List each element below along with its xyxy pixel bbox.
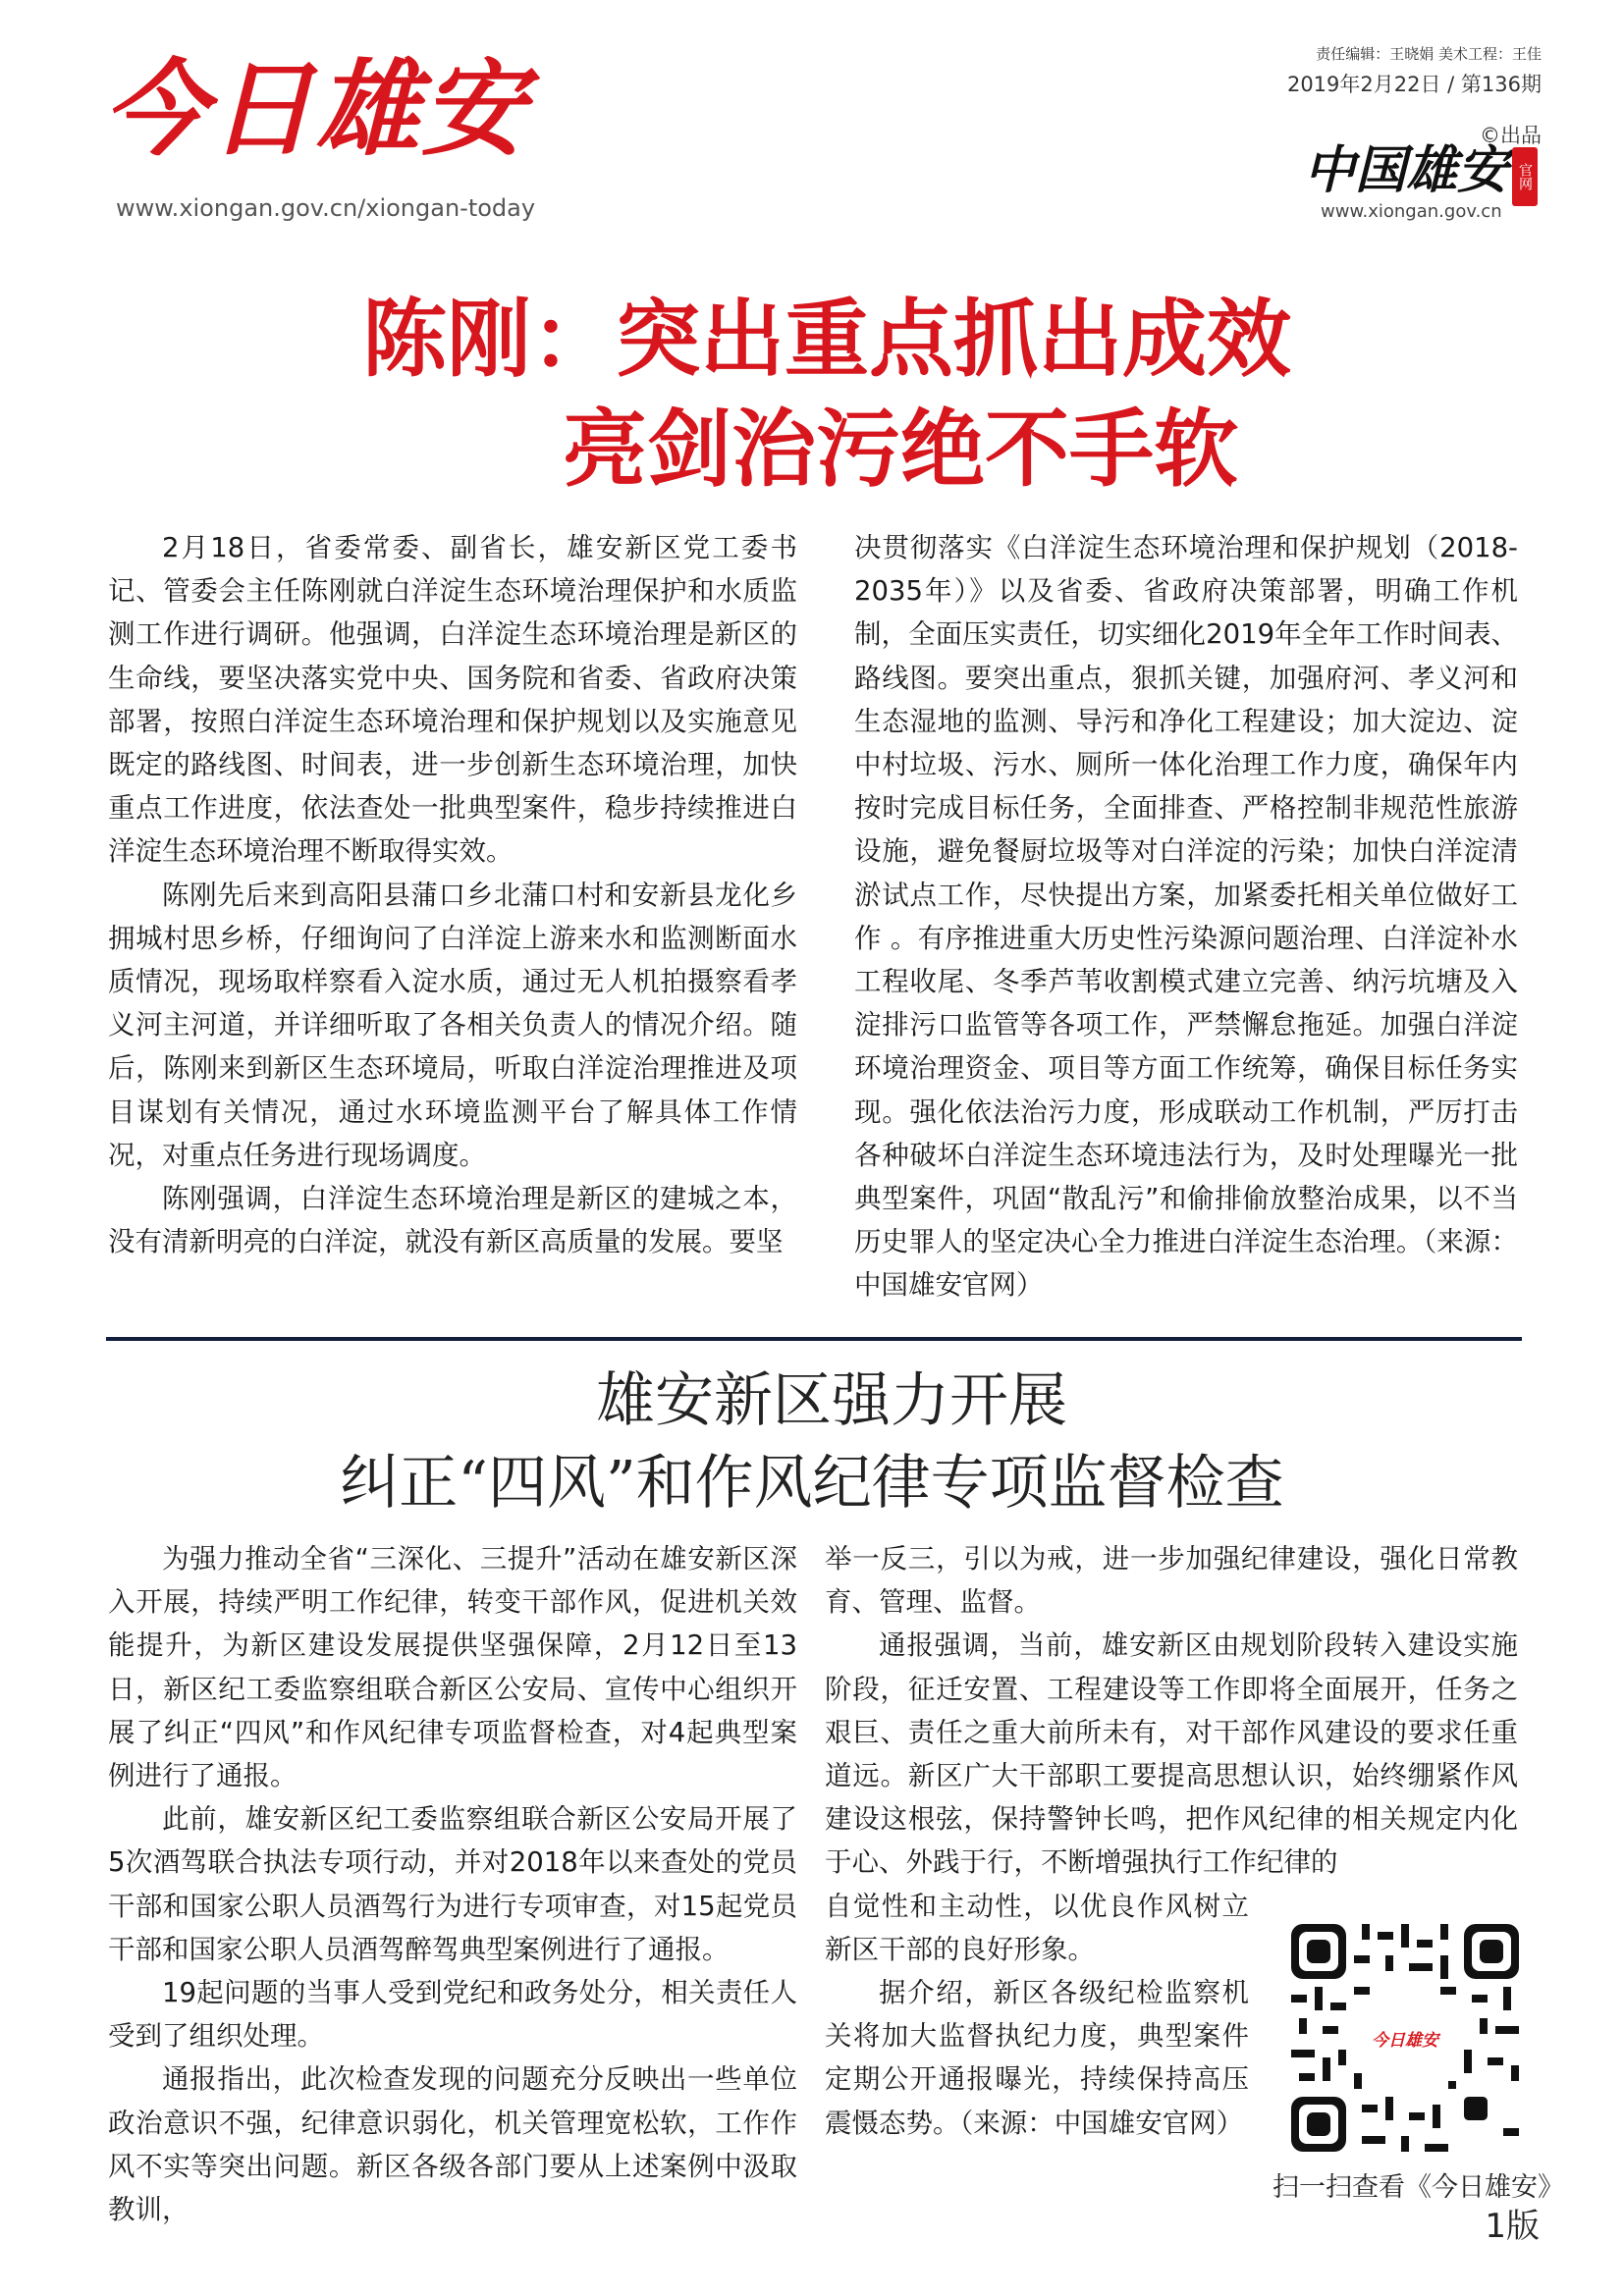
paragraph: 通报指出，此次检查发现的问题充分反映出一些单位政治意识不强，纪律意识弱化，机关管理宽松软，工作作风不实等突出问题。新区各级各部门要从上述案例中汲取教训， [108,2063,797,2226]
paragraph: 陈刚强调，白洋淀生态环境治理是新区的建城之本，没有清新明亮的白洋淀，就没有新区高质量的发展。要坚 [108,1183,797,1258]
article1-left-column [108,526,797,1263]
article1-headline-line2: 亮剑治污绝不手软 [563,400,1238,499]
paragraph: 通报强调，当前，雄安新区由规划阶段转入建设实施阶段，征迁安置、工程建设等工作即将全面展开，任务之艰巨、责任之重大前所未有，对干部作风建设的要求任重道远。新区广大干部职工要提高思想认识，始终绷紧作风建设这根弦，保持警钟长鸣，把作风纪律的相关规定内化于心、外践于行，不断增强执行工作纪律的 [825,1629,1518,1879]
editor-credits: 责任编辑：王晓娟 美术工程：王佳 [1316,45,1542,63]
article1-headline-line1: 陈刚：突出重点抓出成效 [362,290,1291,389]
issue-date: 2019年2月22日 / 第136期 [1286,73,1542,96]
article2-left-column [108,1537,797,2231]
paragraph: 2月18日，省委常委、副省长，雄安新区党工委书记、管委会主任陈刚就白洋淀生态环境治理保护和水质监测工作进行调研。他强调，白洋淀生态环境治理是新区的生命线，要坚决落实党中央、国务院和省委、省政府决策部署，按照白洋淀生态环境治理和保护规划以及实施意见既定的路线图、时间表，进一步创新生态环境治理，加快重点工作进度，依法查处一批典型案件，稳步持续推进白洋淀生态环境治理不断取得实效。 [108,532,797,868]
masthead-url[interactable]: www.xiongan.gov.cn/xiongan-today [116,194,536,222]
page-number: 1版 [1485,2207,1540,2246]
paragraph: 据介绍，新区各级纪检监察机关将加大监督执纪力度，典型案件定期公开通报曝光，持续保持高压震慑态势。（来源：中国雄安官网） [825,1977,1249,2139]
paragraph: 自觉性和主动性，以优良作风树立新区干部的良好形象。 [825,1890,1249,1965]
section-divider [106,1337,1522,1341]
producer-label: ©出品 [1480,124,1542,147]
paragraph: 此前，雄安新区纪工委监察组联合新区公安局开展了5次酒驾联合执法专项行动，并对2018年以来查处的党员干部和国家公职人员酒驾行为进行专项审查，对15起党员干部和国家公职人员酒驾醉驾典型案例进行了通报。 [108,1803,797,1965]
qr-center-label: 今日雄安 [1372,2031,1438,2051]
qr-code-block [1272,1924,1564,2204]
brand-seal: 官网 [1512,147,1538,206]
qr-code[interactable] [1291,1924,1519,2152]
article2-headline-line2: 纠正“四风”和作风纪律专项监督检查 [340,1449,1284,1518]
paragraph: 举一反三，引以为戒，进一步加强纪律建设，强化日常教育、管理、监督。 [825,1543,1518,1619]
article1-headline [0,285,1624,505]
brand-url[interactable]: www.xiongan.gov.cn [1321,201,1502,222]
article2-headline-line1: 雄安新区强力开展 [596,1366,1067,1435]
brand-logo: 中国雄安 [1304,140,1509,200]
paragraph: 陈刚先后来到高阳县蒲口乡北蒲口村和安新县龙化乡拥城村思乡桥，仔细询问了白洋淀上游来水和监测断面水质情况，现场取样察看入淀水质，通过无人机拍摄察看孝义河主河道，并详细听取了各相关负责人的情况介绍。随后，陈刚来到新区生态环境局，听取白洋淀治理推进及项目谋划有关情况，通过水环境监测平台了解具体工作情况，对重点任务进行现场调度。 [108,879,797,1171]
masthead-logo: 今日雄安 [103,47,527,170]
paragraph: 19起问题的当事人受到党纪和政务处分，相关责任人受到了组织处理。 [108,1977,797,2053]
qr-caption: 扫一扫查看《今日雄安》 [1272,2172,1564,2203]
article1-right-column [854,526,1518,1308]
paragraph: 为强力推动全省“三深化、三提升”活动在雄安新区深入开展，持续严明工作纪律，转变干部作风，促进机关效能提升，为新区建设发展提供坚强保障，2月12日至13日，新区纪工委监察组联合新区公安局、宣传中心组织开展了纠正“四风”和作风纪律专项监督检查，对4起典型案例进行了通报。 [108,1543,797,1792]
article2-headline [0,1360,1624,1524]
paragraph: 决贯彻落实《白洋淀生态环境治理和保护规划（2018-2035年）》以及省委、省政府决策部署，明确工作机制，全面压实责任，切实细化2019年全年工作时间表、路线图。要突出重点，狠抓关键，加强府河、孝义河和生态湿地的监测、导污和净化工程建设；加大淀边、淀中村垃圾、污水、厕所一体化治理工作力度，确保年内按时完成目标任务，全面排查、严格控制非规范性旅游设施，避免餐厨垃圾等对白洋淀的污染；加快白洋淀清淤试点工作，尽快提出方案，加紧委托相关单位做好工作 。有序推进重大历史性污染源问题治理、白洋淀补水工程收尾、冬季芦苇收割模式建立完善、纳污坑塘及入淀排污口监管等各项工作，严禁懈怠拖延。加强白洋淀环境治理资金、项目等方面工作统筹，确保目标任务实现。强化依法治污力度，形成联动工作机制，严厉打击各种破坏白洋淀生态环境违法行为，及时处理曝光一批典型案件，巩固“散乱污”和偷排偷放整治成果，以不当历史罪人的坚定决心全力推进白洋淀生态治理。（来源：中国雄安官网） [854,532,1518,1302]
